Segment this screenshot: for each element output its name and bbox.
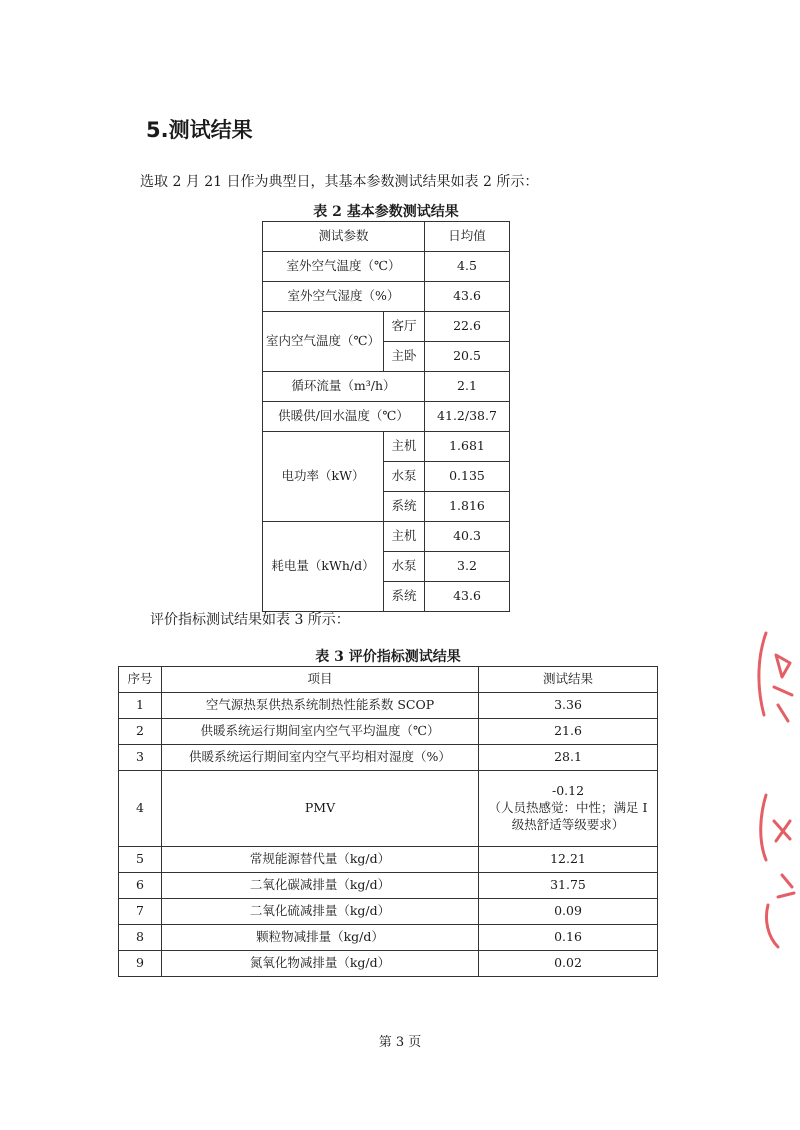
header-cell: 序号	[119, 667, 162, 693]
param-label: 循环流量（m³/h）	[263, 372, 425, 402]
pmv-note: 级热舒适等级要求）	[511, 816, 625, 832]
header-cell: 日均值	[425, 222, 510, 252]
sub-label: 主卧	[384, 342, 425, 372]
param-value: 0.135	[425, 462, 510, 492]
param-value: 43.6	[425, 582, 510, 612]
param-label: 室外空气温度（℃）	[263, 252, 425, 282]
row-number: 1	[119, 693, 162, 719]
table-row	[119, 873, 658, 899]
param-value: 20.5	[425, 342, 510, 372]
table-row	[263, 372, 510, 402]
sub-label: 主机	[384, 432, 425, 462]
seal-stamp	[738, 625, 800, 955]
table-row	[263, 312, 510, 342]
row-number: 2	[119, 719, 162, 745]
row-number: 3	[119, 745, 162, 771]
param-label: 供暖供/回水温度（℃）	[263, 402, 425, 432]
table-header-row	[119, 667, 658, 693]
row-number: 4	[119, 771, 162, 847]
header-cell: 项目	[162, 667, 479, 693]
table-row	[263, 432, 510, 462]
table-row	[119, 925, 658, 951]
page-number: 第 3 页	[378, 1035, 422, 1050]
evaluation-index-table	[118, 666, 658, 977]
item-label: 常规能源替代量（kg/d）	[162, 847, 479, 873]
table-row	[263, 282, 510, 312]
table-row	[119, 719, 658, 745]
header-cell: 测试结果	[479, 667, 658, 693]
item-label: 二氧化硫减排量（kg/d）	[162, 899, 479, 925]
sub-label: 水泵	[384, 462, 425, 492]
table-header-row	[263, 222, 510, 252]
intro-paragraph: 选取 2 月 21 日作为典型日，其基本参数测试结果如表 2 所示：	[140, 174, 539, 190]
table-row	[119, 745, 658, 771]
param-value: 43.6	[425, 282, 510, 312]
row-number: 5	[119, 847, 162, 873]
table-row	[119, 951, 658, 977]
table-row	[263, 522, 510, 552]
item-label: 供暖系统运行期间室内空气平均相对湿度（%）	[162, 745, 479, 771]
sub-label: 系统	[384, 492, 425, 522]
param-label: 耗电量（kWh/d）	[263, 522, 384, 612]
pmv-value: -0.12	[551, 783, 585, 799]
item-label: 供暖系统运行期间室内空气平均温度（℃）	[162, 719, 479, 745]
param-value: 1.681	[425, 432, 510, 462]
param-label: 室内空气温度（℃）	[263, 312, 384, 372]
result-value: 0.16	[479, 925, 658, 951]
table-row	[263, 402, 510, 432]
param-label: 室外空气湿度（%）	[263, 282, 425, 312]
row-number: 7	[119, 899, 162, 925]
result-value: 31.75	[479, 873, 658, 899]
item-label: 氮氧化物减排量（kg/d）	[162, 951, 479, 977]
evaluation-paragraph: 评价指标测试结果如表 3 所示：	[150, 612, 350, 628]
result-value	[479, 771, 658, 847]
table3-caption: 表 3 评价指标测试结果	[315, 649, 461, 665]
param-value: 4.5	[425, 252, 510, 282]
sub-label: 主机	[384, 522, 425, 552]
param-value: 41.2/38.7	[425, 402, 510, 432]
table-row	[119, 899, 658, 925]
table-row	[119, 693, 658, 719]
param-value: 3.2	[425, 552, 510, 582]
sub-label: 水泵	[384, 552, 425, 582]
result-value: 12.21	[479, 847, 658, 873]
item-label: 空气源热泵供热系统制热性能系数 SCOP	[162, 693, 479, 719]
param-label: 电功率（kW）	[263, 432, 384, 522]
result-value: 3.36	[479, 693, 658, 719]
table-row	[263, 252, 510, 282]
row-number: 9	[119, 951, 162, 977]
item-label: 颗粒物减排量（kg/d）	[162, 925, 479, 951]
item-label: PMV	[162, 771, 479, 847]
pmv-note: （人员热感觉：中性；满足 I	[488, 800, 648, 816]
item-label: 二氧化碳减排量（kg/d）	[162, 873, 479, 899]
param-value: 40.3	[425, 522, 510, 552]
sub-label: 客厅	[384, 312, 425, 342]
result-value: 28.1	[479, 745, 658, 771]
param-value: 1.816	[425, 492, 510, 522]
table2-caption: 表 2 基本参数测试结果	[313, 204, 459, 220]
section-heading: 5.测试结果	[146, 118, 253, 142]
param-value: 2.1	[425, 372, 510, 402]
param-value: 22.6	[425, 312, 510, 342]
result-value: 0.02	[479, 951, 658, 977]
header-cell: 测试参数	[263, 222, 425, 252]
table-row	[119, 771, 658, 847]
row-number: 6	[119, 873, 162, 899]
row-number: 8	[119, 925, 162, 951]
result-value: 0.09	[479, 899, 658, 925]
result-value: 21.6	[479, 719, 658, 745]
basic-parameters-table	[262, 221, 510, 612]
table-row	[119, 847, 658, 873]
sub-label: 系统	[384, 582, 425, 612]
